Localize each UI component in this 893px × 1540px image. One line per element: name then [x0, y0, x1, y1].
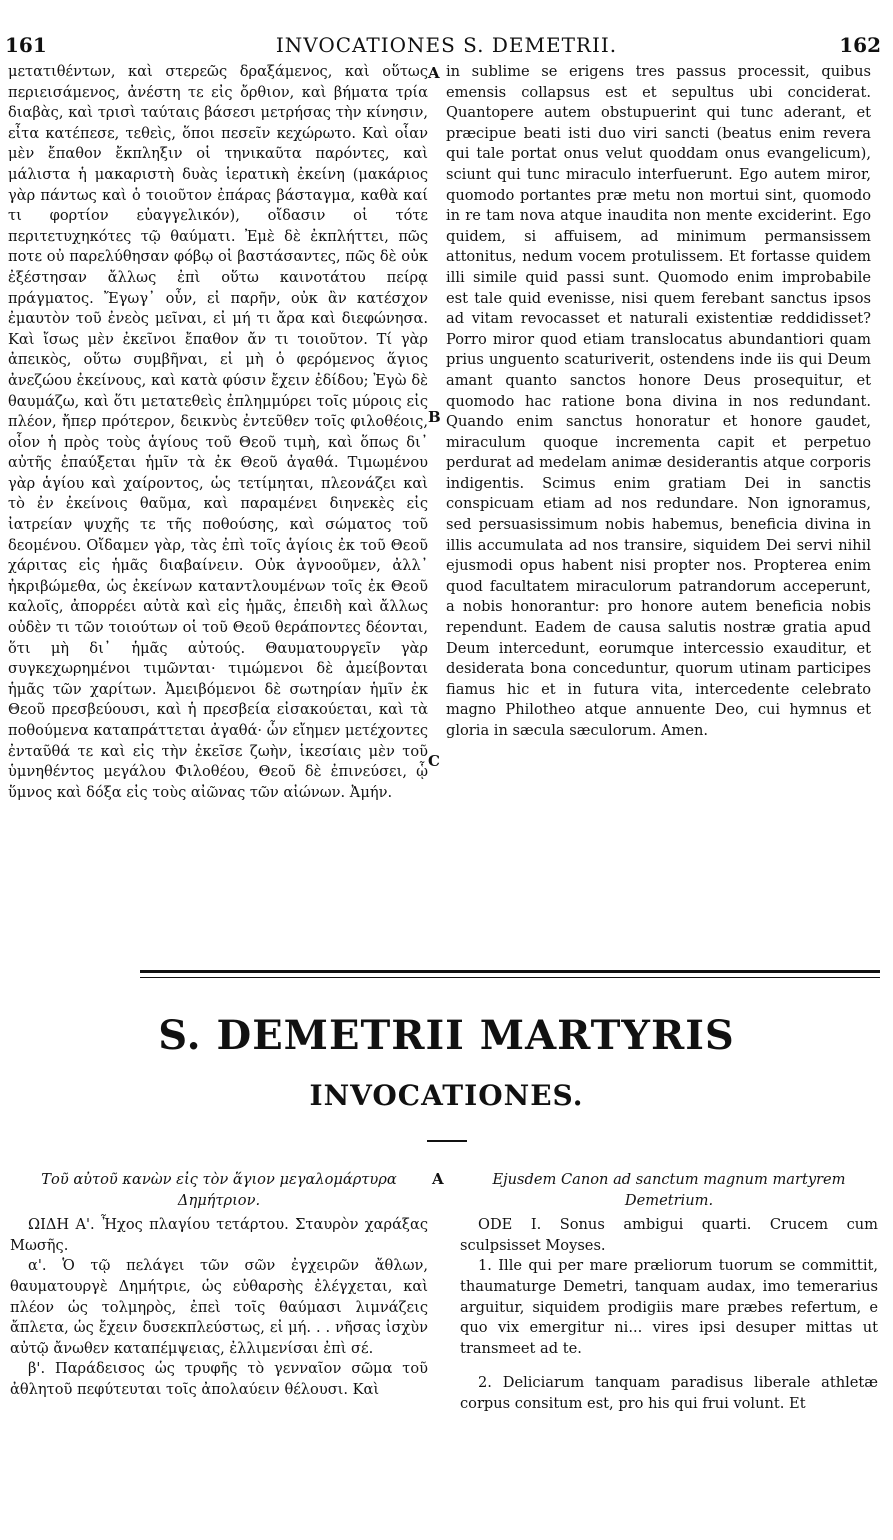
section-title: S. DEMETRII MARTYRIS: [158, 1012, 735, 1059]
running-header: [0, 30, 893, 60]
greek-canon-heading: Τοῦ αὐτοῦ κανὼν εἰς τὸν ἅγιον μεγαλομάρτυρα Δημήτριον.: [41, 1171, 397, 1209]
margin-letter-c: C: [428, 752, 440, 770]
greek-canon-column: [10, 1170, 428, 1540]
latin-column-top: in sublime se erigens tres passus processit, quibus emensis collapsus est et sepultus ubi conciderat. Quantopere autem obstupuerint qui tunc aderant, et præcipue beati isti duo viri sancti (beatus enim revera qui tale portat onus velut quoddam onus evangelicum), sciunt qui tunc miraculo interfuerunt. Ego autem miror, quomodo portantes præ metu non mortui sint, quomodo in re tam nova atque inaudita non mente exciderint. Ego quidem, si affuisem, ad minimum permansissem attonitus, nedum vocem protulissem. Et fortasse quidem illi simile quid passi sunt. Quomodo enim improbabile est tale quid evenisse, nisi quem ferebant sanctus ipsos ad vitam revocasset et naturali existentiæ reddidisset? Porro miror quod etiam translocatus abundantiori quam prius unguento scaturiverit, ostendens inde iis qui Deum amant quanto sanctos honore Deus prosequitur, et quomodo hac ratione bona divina in nos redundant. Quando enim sanctus honoratur et honore gaudet, miraculum quoque incrementa capit et perpetuo perdurat ad medelam animæ desiderantis atque corporis indigentis. Scimus enim gratiam Dei in sanctis conspicuam etiam ad nos redundare. Non ignoramus, sed persuasissimum nobis habemus, beneficia divina in illis accumulata ad nos transire, siquidem Dei servi nihil ejusmodi opus habent nisi propter nos. Propterea enim quod facultatem miraculorum patrandorum acceperunt, a nobis honorantur: pro honore autem beneficia nobis rependunt. Eadem de causa salutis nostræ gratia apud Deum intercedunt, eorumque intercessio exauditur, et desiderata bona conceduntur, quorum utinam participes fiamus hic et in futura vita, intercedente celebrato magno Philotheo atque annuente Deo, cui hymnus et gloria in sæcula sæculorum. Amen.: [446, 63, 871, 739]
section-rule-thin: [140, 977, 880, 978]
latin-canon-column: [460, 1170, 878, 1540]
title-dash: [427, 1140, 467, 1142]
greek-ode-line: ΩΙΔΗ Α'. Ἦχος πλαγίου τετάρτου. Σταυρὸν χαράξας Μωσῆς.: [10, 1216, 428, 1254]
latin-ode-line: ODE I. Sonus ambigui quarti. Crucem cum sculpsisset Moyses.: [460, 1216, 878, 1254]
latin-canon-heading: Ejusdem Canon ad sanctum magnum martyrem Demetrium.: [492, 1171, 846, 1209]
page-number-right: 162: [839, 33, 881, 57]
page-number-left: 161: [5, 33, 47, 57]
greek-column-top: μετατιθέντων, καὶ στερεῶς δραξάμενος, καὶ οὕτως περιεισάμενος, ἀνέστη τε εἰς ὄρθιον, καὶ βήματα τρία διαβὰς, καὶ τρισὶ ταύταις βάσεσι μετρήσας τὴν κίνησιν, εἶτα κατέπεσε, τεθεὶς, ὅποι πεσεῖν κεχώρωτο. Καὶ οἷαν μὲν ἔπαθον ἔκπληξιν οἱ τηνικαῦτα παρόντες, καὶ μάλιστα ἡ μακαριστὴ δυὰς ἱερατικὴ ἐκείνη (μακάριος γὰρ πάντως καὶ ὁ τοιοῦτον ἐπάρας βάσταγμα, καθὰ καί τι φορτίον εὐαγγελικόν), οἴδασιν οἱ τότε περιτετυχηκότες τῷ θαύματι. Ἐμὲ δὲ ἐκπλήττει, πῶς ποτε οὐ παρελύθησαν φόβῳ οἱ βαστάσαντες, πῶς δὲ οὐκ ἐξέστησαν ἄλλως ἐπὶ οὕτω καινοτάτου πείρᾳ πράγματος. Ἔγωγ᾽ οὖν, εἰ παρῆν, οὐκ ἂν κατέσχον ἐμαυτὸν τοῦ ἐνεὸς μεῖναι, εἰ μή τι ἄρα καὶ διεφώνησα. Καὶ ἴσως μὲν ἐκεῖνοι ἔπαθον ἄν τι τοιοῦτον. Τί γὰρ ἀπεικὸς, οὕτω συμβῆναι, εἰ μὴ ὁ φερόμενος ἅγιος ἀνεζώου ἐκείνους, καὶ κατὰ φύσιν ἔχειν ἐδίδου; Ἐγὼ δὲ θαυμάζω, καὶ ὅτι μετατεθεὶς ἐπλημμύρει τοῖς μύροις εἰς πλέον, ἤπερ πρότερον, δεικνὺς ἐντεῦθεν τοῖς φιλοθέοις, οἷον ἡ πρὸς τοὺς ἁγίους τοῦ Θεοῦ τιμὴ, καὶ ὅπως δι᾽ αὐτῆς ἐπαύξεται ἡμῖν τὰ ἐκ Θεοῦ ἀγαθά. Τιμωμένου γὰρ ἁγίου καὶ χαίροντος, ὡς τετίμηται, πλεονάζει καὶ τὸ ἐν ἐκείνοις θαῦμα, καὶ παραμένει διηνεκὲς εἰς ἰατρείαν ψυχῆς τε τῆς ποθούσης, καὶ σώματος τοῦ δεομένου. Οἴδαμεν γὰρ, τὰς ἐπὶ τοῖς ἁγίοις ἐκ τοῦ Θεοῦ χάριτας εἰς ἡμᾶς διαβαίνειν. Οὐκ ἀγνοοῦμεν, ἀλλ᾽ ἠκριβώμεθα, ὡς ἐκείνων καταντλουμένων τοῖς ἐκ Θεοῦ καλοῖς, ἀπορρέει αὐτὰ καὶ εἰς ἡμᾶς, ἐπειδὴ καὶ ἄλλως οὐδὲν τι τῶν τοιούτων οἱ τοῦ Θεοῦ θεράποντες δέονται, ὅτι μὴ δι᾽ ἡμᾶς αὐτούς. Θαυματουργεῖν γὰρ συγκεχωρημένοι τιμῶνται· τιμώμενοι δὲ ἀμείβονται ἡμᾶς τῶν χαρίτων. Ἀμειβόμενοι δὲ σωτηρίαν ἡμῖν ἐκ Θεοῦ πρεσβεύουσι, καὶ ἡ πρεσβεία εἰσακούεται, καὶ τὰ ποθούμενα καταπράττεται ἀγαθά· ὧν εἴημεν μετέχοντες ἐνταῦθά τε καὶ εἰς τὴν ἐκεῖσε ζωὴν, ἱκεσίαις μὲν τοῦ ὑμνηθέντος μεγάλου Φιλοθέου, Θεοῦ δὲ ἐπινεύσει, ᾧ ὕμνος καὶ δόξα εἰς τοὺς αἰῶνας τῶν αἰώνων. Ἀμήν.: [8, 63, 428, 801]
greek-stanza-2: β'. Παράδεισος ὡς τρυφῆς τὸ γενναῖον σῶμα τοῦ ἀθλητοῦ πεφύτευται τοῖς ἀπολαύειν θέλουσι. Καὶ: [10, 1360, 428, 1398]
latin-stanza-2: 2. Deliciarum tanquam paradisus liberale athletæ corpus consitum est, pro his qui frui volunt. Et: [460, 1374, 878, 1412]
latin-stanza-1: 1. Ille qui per mare præliorum tuorum se committit, thaumaturge Demetri, tanquam audax, imo temerarius arguitur, siquidem prodigiis mare præbes refertum, e quo vix emergitur ni... vires ipsi desuper mittas ut transmeet ad te.: [460, 1257, 878, 1357]
margin-letter-b: B: [428, 408, 441, 426]
margin-letter-a-lower: A: [432, 1170, 444, 1188]
greek-stanza-1: α'. Ὁ τῷ πελάγει τῶν σῶν ἐγχειρῶν ἄθλων, θαυματουργὲ Δημήτριε, ὡς εὐθαρσὴς ἐλέγχεται, καὶ πλέον ὡς τολμηρὸς, ἐπεὶ τοῖς θαύμασι λιμνάζεις ἄπλετα, ὡς ἔχειν δυσεκπλεύστως, εἰ μή. . . νῆσας ἰσχὺν αὐτῷ ἄνωθεν καταπέμψειας, ἐλλιμενίσαι ἐπὶ σέ.: [10, 1257, 428, 1357]
section-rule-thick: [140, 970, 880, 973]
section-subtitle: INVOCATIONES.: [309, 1079, 584, 1112]
running-head-title: INVOCATIONES S. DEMETRII.: [275, 33, 618, 57]
margin-letter-a: A: [428, 64, 440, 82]
